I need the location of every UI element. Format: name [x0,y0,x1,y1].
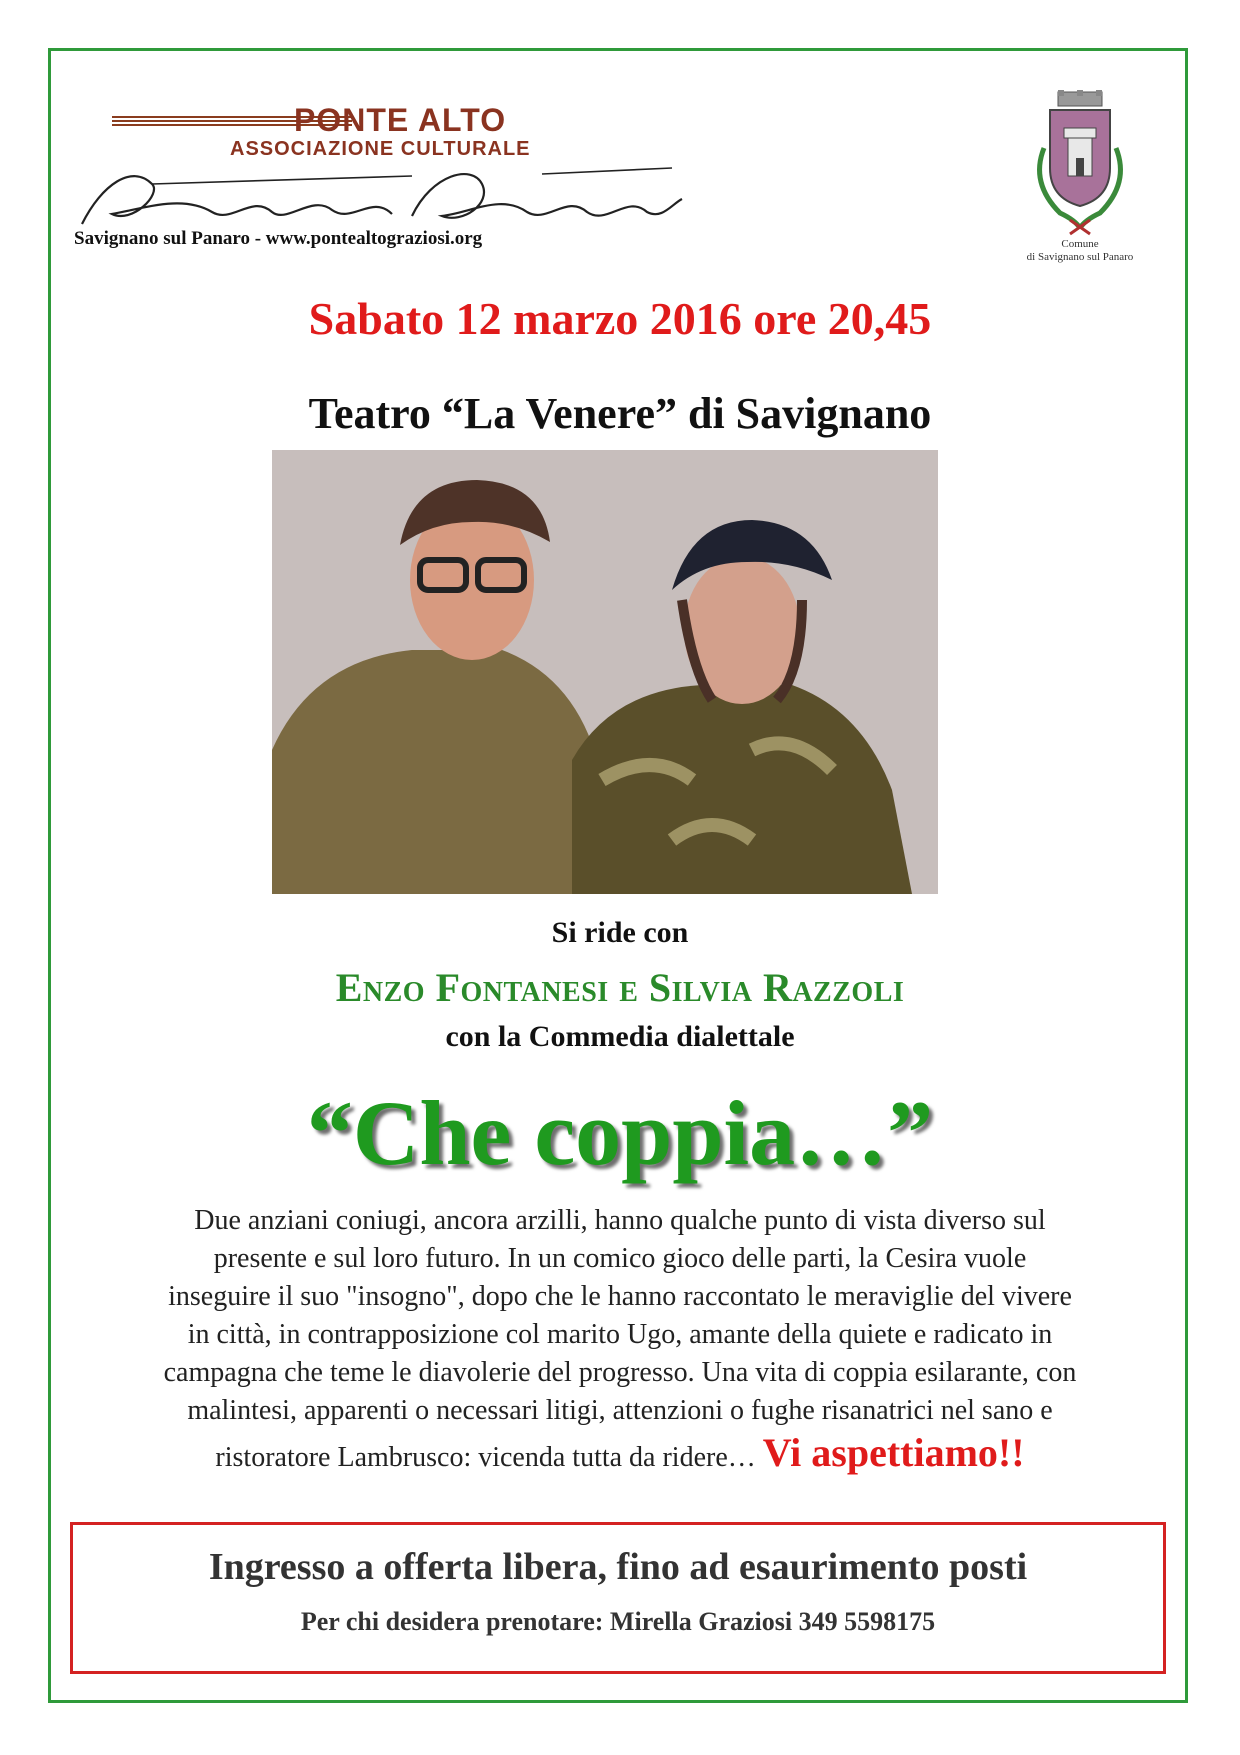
caption-line-1: Comune [1061,238,1099,250]
event-date: Sabato 12 marzo 2016 ore 20,45 [308,293,932,344]
description-line: Due anziani coniugi, ancora arzilli, hanno qualche punto di vista diverso sul [194,1205,1046,1236]
entry-info: Ingresso a offerta libera, fino ad esaurimento posti [208,1546,1028,1588]
caption-line-2: di Savignano sul Panaro [1026,251,1134,263]
description-line: inseguire il suo "insogno", dopo che le hanno raccontato le meraviglie del vivere [168,1281,1072,1312]
description-line: malintesi, apparenti o necessari litigi, attenzioni o fughe risanatrici nel sano e [187,1395,1053,1426]
coat-of-arms-caption [1000,238,1160,264]
event-venue: Teatro “La Venere” di Savignano [308,389,932,438]
play-description [70,1202,1170,1477]
intro-text: Si ride con [551,916,689,949]
actors-names: Enzo Fontanesi e Silvia Razzoli [335,965,905,1010]
description-line: campagna che teme le diavolerie del progresso. Una vita di coppia esilarante, con [163,1357,1077,1388]
municipal-coat-of-arms [1000,88,1160,278]
play-genre: con la Commedia dialettale [445,1020,795,1053]
description-line: in città, in contrapposizione col marito Ugo, amante della quiete e radicato in [187,1319,1053,1350]
description-last-line [70,1430,1170,1477]
booking-contact: Per chi desidera prenotare: Mirella Graziosi 349 5598175 [300,1607,936,1636]
play-title: “Che coppia…” [306,1082,934,1184]
description-line: ristoratore Lambrusco: vicenda tutta da ridere… [215,1442,763,1473]
info-box [70,1522,1166,1674]
association-type: ASSOCIAZIONE CULTURALE [230,138,531,160]
description-line: presente e sul loro futuro. In un comico gioco delle parti, la Cesira vuole [213,1243,1027,1274]
actors-photo [272,450,938,894]
coat-of-arms-icon [1020,88,1140,238]
ponte-alto-logo [72,100,712,260]
welcome-text: Vi aspettiamo!! [762,1430,1025,1475]
association-name: PONTE ALTO [294,102,507,138]
location-and-website: Savignano sul Panaro - www.pontealtograziosi.org [74,228,483,249]
